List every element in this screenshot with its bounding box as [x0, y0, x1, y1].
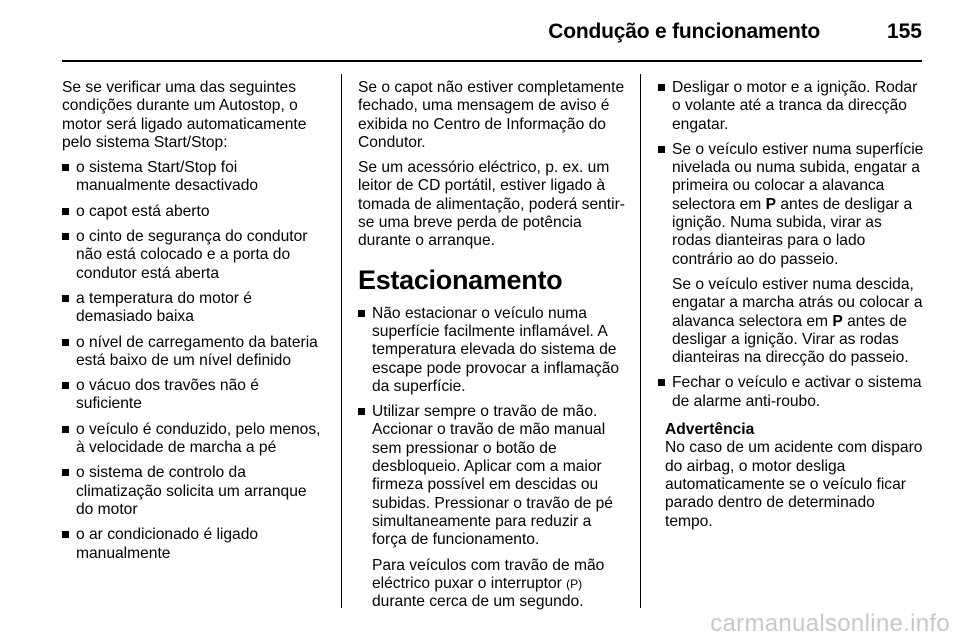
column-3 — [658, 79, 924, 531]
header-divider — [62, 60, 922, 62]
list-item: Desligar o motor e a ignição. Rodar o volante até a tranca da direcção engatar. — [658, 79, 924, 134]
parking-brake-switch-icon: (P) — [566, 576, 583, 591]
list-item: o cinto de segurança do condutor não está colocado e a porta do condutor está aberta — [62, 228, 328, 283]
list-item: o sistema Start/Stop foi manualmente desactivado — [62, 159, 328, 196]
accessory-power-paragraph: Se um acessório eléctrico, p. ex. um leitor de CD portátil, estiver ligado à tomada de alimentação, poderá sentir-se uma breve perda de potência durante o arranque. — [358, 159, 625, 250]
page-number: 155 — [886, 20, 922, 43]
page-header-title: Condução e funcionamento — [548, 20, 820, 43]
autostop-intro-paragraph: Se se verificar uma das seguintes condições durante um Autostop, o motor será ligado automaticamente pelo sistema Start/Stop: — [62, 79, 307, 151]
downhill-paragraph — [672, 276, 924, 367]
list-item: Fechar o veículo e activar o sistema de alarme anti-roubo. — [658, 374, 924, 411]
list-item — [658, 141, 924, 368]
list-item: a temperatura do motor é demasiado baixa — [62, 290, 328, 327]
parking-brake-text: Utilizar sempre o travão de mão. Accionar o travão de mão manual sem pressionar o botão de desbloqueio. Aplicar com a maior firmeza possível em descidas ou subidas. Pressionar o travão de pé simultaneamente para reduzir a força de funcionamento. — [372, 403, 613, 549]
hood-warning-paragraph: Se o capot não estiver completamente fechado, uma mensagem de aviso é exibida no Centro de Informação do Condutor. — [358, 79, 625, 151]
parking-steps-list — [658, 79, 924, 411]
list-item: o nível de carregamento da bateria está baixo de um nível definido — [62, 334, 328, 371]
list-item: o vácuo dos travões não é suficiente — [62, 377, 328, 414]
column-2 — [358, 79, 626, 618]
list-item — [358, 403, 626, 611]
autostop-conditions-list — [62, 159, 328, 563]
electric-brake-text-end: durante cerca de um segundo. — [372, 593, 584, 611]
section-heading-parking: Estacionamento — [358, 264, 563, 295]
downhill-text-start: Se o veículo estiver numa descida, engatar a marcha atrás ou colocar a alavanca selectora em — [672, 275, 923, 330]
column-1 — [62, 79, 328, 570]
list-item: o ar condicionado é ligado manualmente — [62, 526, 328, 563]
uphill-text-start: Se o veículo estiver numa superfície nivelada ou numa subida, engatar a primeira ou colocar a alavanca selectora em — [672, 140, 924, 213]
selector-position-p: P — [765, 195, 777, 213]
electric-brake-text-start: Para veículos com travão de mão eléctrico puxar o interruptor — [372, 556, 605, 592]
list-item: o capot está aberto — [62, 203, 328, 221]
list-item: o veículo é conduzido, pelo menos, à velocidade de marcha a pé — [62, 421, 328, 458]
list-item: Não estacionar o veículo numa superfície facilmente inflamável. A temperatura elevada do sistema de escape pode provocar a inflamação da superfície. — [358, 305, 626, 396]
parking-list — [358, 305, 626, 612]
warning-block — [658, 421, 924, 531]
electric-parking-brake-paragraph — [372, 557, 626, 612]
watermark: carmanualsonline.info — [710, 610, 950, 637]
uphill-text-end: antes de desligar a ignição. Numa subida, virar as rodas dianteiras para o lado contrário ao do passeio. — [672, 195, 913, 268]
selector-position-p: P — [832, 312, 843, 330]
warning-title: Advertência — [665, 421, 755, 439]
column-divider-2 — [640, 74, 641, 608]
list-item: o sistema de controlo da climatização solicita um arranque do motor — [62, 464, 328, 519]
column-divider-1 — [341, 74, 342, 608]
downhill-text-end: antes de desligar a ignição. Virar as rodas dianteiras na direcção do passeio. — [672, 312, 909, 367]
warning-text: No caso de um acidente com disparo do airbag, o motor desliga automaticamente se o veículo ficar parado dentro de determinado tempo. — [665, 439, 923, 530]
